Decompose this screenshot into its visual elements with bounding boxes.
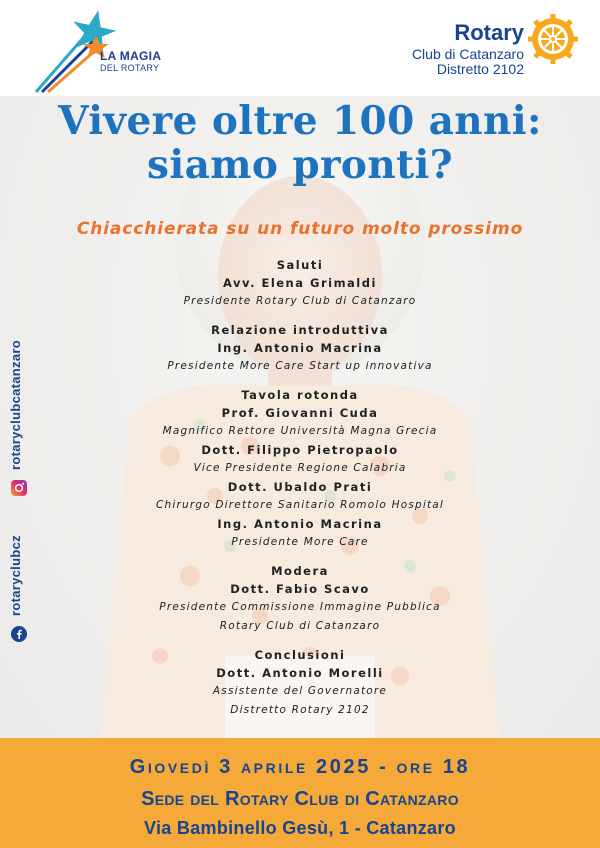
section-heading: Relazione introduttiva: [211, 323, 389, 337]
speaker-role: Distretto Rotary 2102: [230, 704, 370, 716]
event-title: [0, 100, 600, 187]
speaker-name: Dott. Ubaldo Prati: [227, 480, 373, 494]
speaker-name: Avv. Elena Grimaldi: [223, 276, 377, 290]
speaker-name: Ing. Antonio Macrina: [217, 341, 383, 355]
section-heading: Tavola rotonda: [241, 388, 359, 402]
section-relazione: [0, 321, 600, 376]
section-saluti: [0, 256, 600, 311]
event-venue: Sede del Rotary Club di Catanzaro: [141, 788, 459, 810]
speaker-role: Presidente Rotary Club di Catanzaro: [183, 295, 417, 307]
magia-line1: LA MAGIA: [100, 49, 162, 63]
section-heading: Saluti: [276, 258, 324, 272]
speaker-role: Assistente del Governatore: [212, 685, 388, 697]
speaker-name: Prof. Giovanni Cuda: [221, 406, 379, 420]
title-line2: siamo pronti?: [147, 141, 453, 188]
instagram-handle[interactable]: rotaryclubcatanzaro: [8, 340, 23, 470]
facebook-icon[interactable]: [11, 626, 27, 642]
section-modera: [0, 562, 600, 636]
section-tavola-rotonda: [0, 386, 600, 552]
rotary-club-name: Club di Catanzaro: [411, 46, 524, 62]
instagram-icon[interactable]: [11, 480, 27, 496]
header: [0, 0, 600, 96]
facebook-handle[interactable]: rotaryclubcz: [8, 535, 23, 616]
speaker-role: Rotary Club di Catanzaro: [219, 620, 381, 632]
speaker-role: Chirurgo Direttore Sanitario Romolo Hospital: [155, 499, 445, 511]
speaker-name: Dott. Filippo Pietropaolo: [201, 443, 399, 457]
title-line1: Vivere oltre 100 anni:: [58, 98, 542, 144]
speaker-role: Presidente More Care: [231, 536, 369, 548]
speaker-name: Dott. Antonio Morelli: [216, 666, 384, 680]
section-heading: Modera: [271, 564, 329, 578]
program: [0, 256, 600, 730]
magia-line2: DEL ROTARY: [100, 63, 160, 73]
rotary-district: Distretto 2102: [436, 61, 524, 78]
event-footer: [0, 738, 600, 848]
speaker-role: Presidente Commissione Immagine Pubblica: [159, 601, 441, 613]
event-subtitle: Chiacchierata su un futuro molto prossimo: [76, 219, 524, 239]
section-heading: Conclusioni: [254, 648, 346, 662]
speaker-role: Presidente More Care Start up innovativa: [167, 360, 433, 372]
event-address: Via Bambinello Gesù, 1 - Catanzaro: [144, 818, 456, 838]
speaker-role: Vice Presidente Regione Calabria: [193, 462, 407, 474]
speaker-name: Ing. Antonio Macrina: [217, 517, 383, 531]
speaker-role: Magnifico Rettore Università Magna Grecia: [162, 425, 438, 437]
magia-logo-text: [100, 50, 161, 73]
section-conclusioni: [0, 646, 600, 720]
event-date-time: Giovedì 3 aprile 2025 - ore 18: [129, 756, 471, 778]
rotary-club-logo-text: [412, 22, 524, 78]
social-links: [8, 320, 30, 660]
rotary-name: Rotary: [454, 20, 524, 45]
rotary-wheel-icon: [528, 14, 578, 64]
speaker-name: Dott. Fabio Scavo: [230, 582, 370, 596]
